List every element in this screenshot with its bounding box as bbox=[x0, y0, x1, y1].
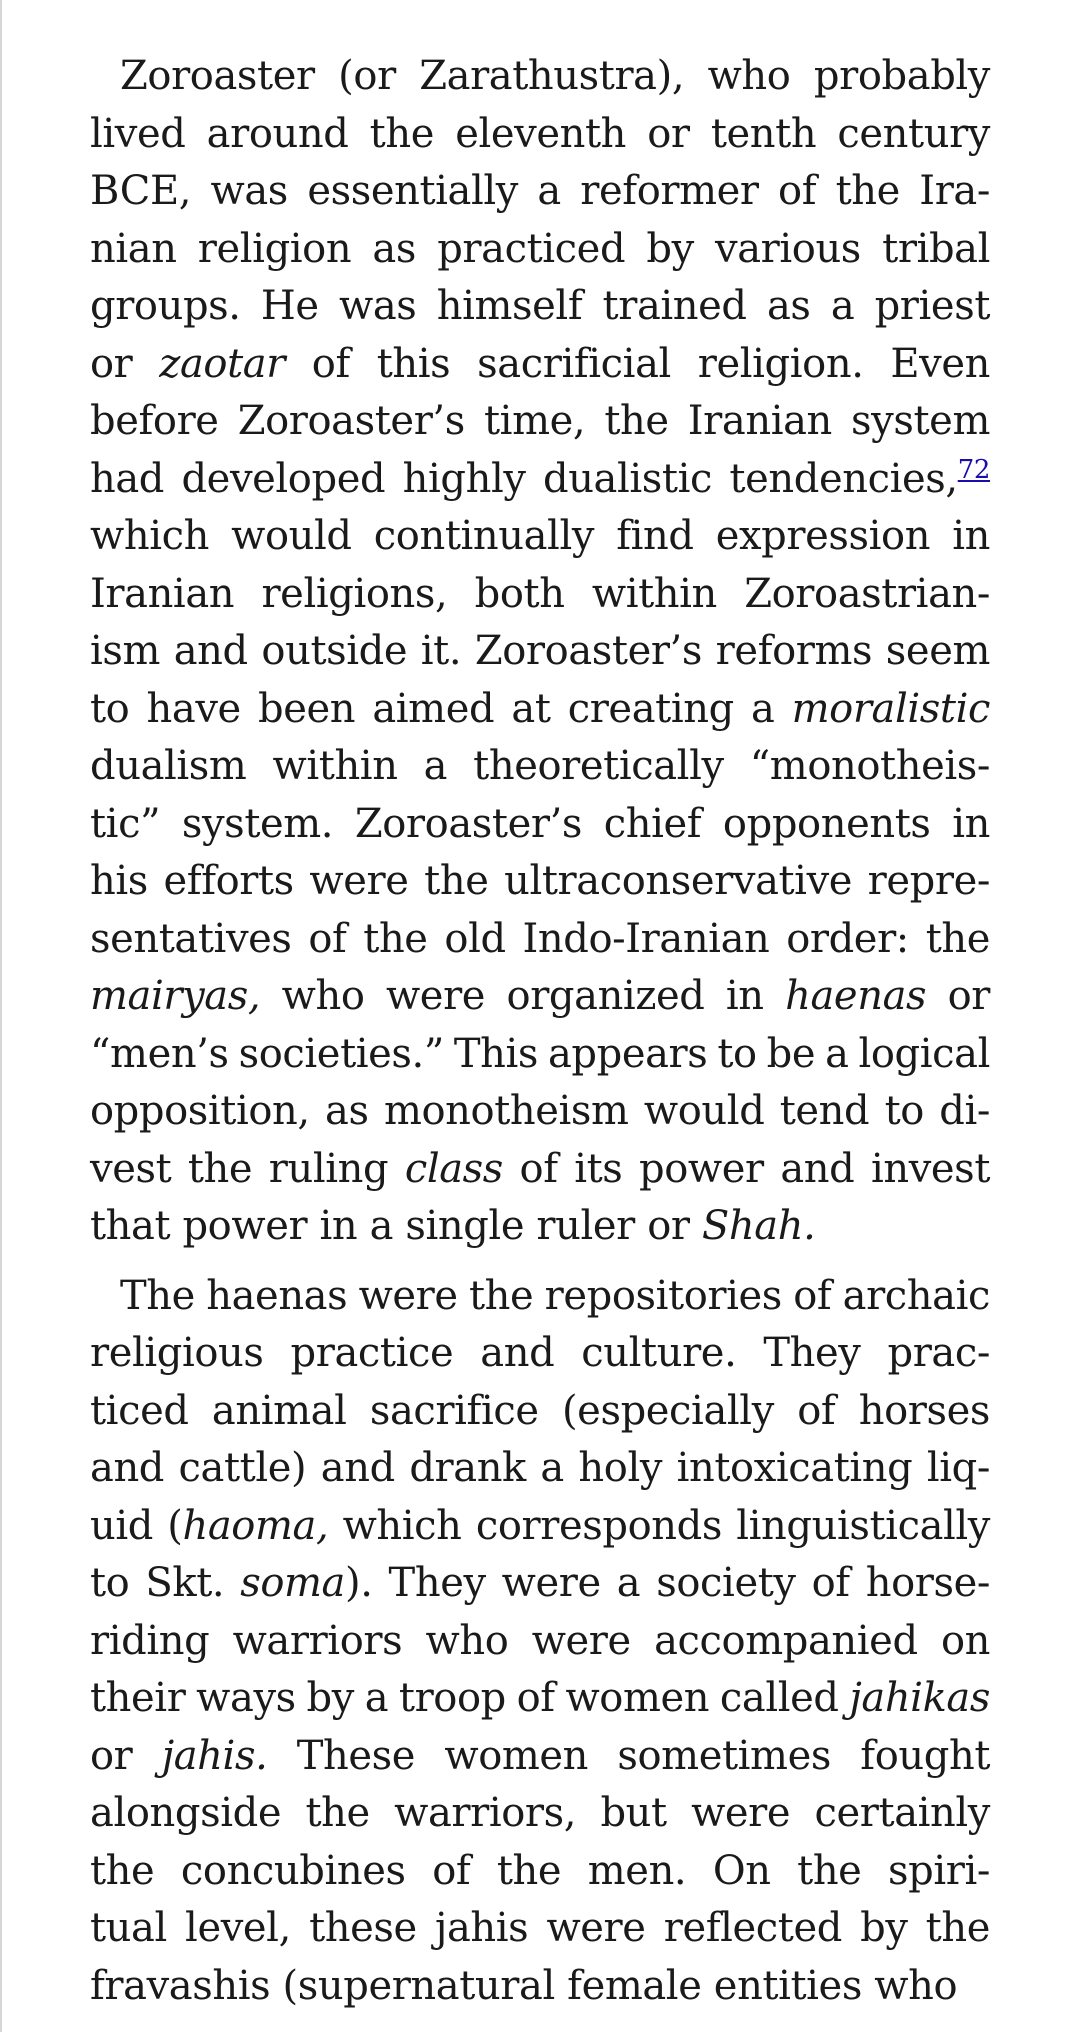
text-line bbox=[90, 163, 990, 221]
italic-term: Shah. bbox=[701, 1203, 816, 1249]
text-run: alongside the warriors, but were certainly bbox=[90, 1790, 990, 1836]
text-line bbox=[90, 221, 990, 279]
text-run: fravashis (supernatural female entities who bbox=[90, 1962, 958, 2009]
text-run: Zoroaster (or Zarathustra), who probably bbox=[120, 53, 990, 99]
text-line bbox=[90, 508, 990, 566]
text-line bbox=[90, 278, 990, 336]
text-run: The haenas were the repositories of archaic bbox=[120, 1272, 990, 1319]
text-run: or bbox=[90, 1732, 162, 1779]
text-run: the concubines of the men. On the spiri- bbox=[90, 1847, 990, 1894]
text-run: vest the ruling bbox=[90, 1145, 405, 1192]
text-line bbox=[90, 451, 990, 509]
text-line bbox=[90, 1670, 990, 1728]
text-run: which would continually find expression in bbox=[90, 513, 990, 559]
text-line bbox=[90, 968, 990, 1026]
text-run: tic” system. Zoroaster’s chief opponents in bbox=[90, 800, 990, 847]
text-run: to Skt. bbox=[90, 1560, 241, 1606]
text-run: nian religion as practiced by various tribal bbox=[90, 225, 990, 272]
italic-term: jahikas bbox=[849, 1675, 990, 1721]
text-line bbox=[90, 623, 990, 681]
italic-term: moralistic bbox=[791, 685, 990, 732]
footnote-link[interactable]: 72 bbox=[957, 454, 990, 485]
text-line bbox=[90, 1325, 990, 1383]
text-run: who were organized in bbox=[260, 973, 786, 1019]
text-run: to have been aimed at creating a bbox=[90, 685, 792, 732]
text-run: tual level, these jahis were reflected by the bbox=[90, 1905, 990, 1951]
text-line bbox=[90, 796, 990, 854]
text-run: of its power and invest bbox=[502, 1145, 990, 1192]
text-run: ticed animal sacrifice (especially of horses bbox=[90, 1387, 990, 1434]
text-line bbox=[90, 1555, 990, 1613]
text-line bbox=[90, 853, 990, 911]
text-line bbox=[90, 1268, 990, 1326]
text-line bbox=[90, 1900, 990, 1958]
page-left-edge bbox=[0, 0, 2, 2032]
text-run: religious practice and culture. They prac- bbox=[90, 1330, 990, 1376]
text-run: groups. He was himself trained as a priest bbox=[90, 283, 990, 329]
text-run: ism and outside it. Zoroaster’s reforms seem bbox=[90, 628, 990, 674]
text-run: lived around the eleventh or tenth century bbox=[90, 110, 990, 157]
text-line bbox=[90, 1383, 990, 1441]
text-run: uid ( bbox=[90, 1502, 183, 1549]
text-run: or bbox=[926, 973, 991, 1019]
text-run: that power in a single ruler or bbox=[90, 1203, 702, 1249]
text-run: their ways by a troop of women called bbox=[90, 1675, 850, 1721]
text-run: opposition, as monotheism would tend to di- bbox=[90, 1088, 990, 1134]
text-line bbox=[90, 1613, 990, 1671]
italic-term: soma bbox=[240, 1560, 346, 1606]
text-line bbox=[90, 1083, 990, 1141]
text-run: sentatives of the old Indo-Iranian order: the bbox=[90, 915, 990, 962]
text-line bbox=[90, 1141, 990, 1199]
italic-term: zaotar bbox=[159, 340, 285, 387]
text-run: dualism within a theoretically “monotheis- bbox=[90, 743, 990, 789]
text-line bbox=[90, 1026, 990, 1084]
text-line bbox=[90, 106, 990, 164]
paragraph bbox=[90, 1268, 990, 2016]
text-run: which corresponds linguistically bbox=[328, 1502, 991, 1549]
text-line bbox=[90, 1440, 990, 1498]
text-line bbox=[90, 1498, 990, 1556]
text-line bbox=[90, 1958, 990, 2016]
text-run: “men’s societies.” This appears to be a logical bbox=[90, 1030, 990, 1077]
text-line bbox=[90, 48, 990, 106]
italic-term: jahis. bbox=[161, 1732, 268, 1779]
italic-term: haenas bbox=[785, 973, 927, 1019]
text-run: or bbox=[90, 340, 160, 387]
text-line bbox=[90, 1843, 990, 1901]
text-line bbox=[90, 1198, 990, 1256]
text-run: his efforts were the ultraconservative repre- bbox=[90, 858, 990, 904]
text-line bbox=[90, 393, 990, 451]
text-line bbox=[90, 1785, 990, 1843]
text-line bbox=[90, 911, 990, 969]
text-line bbox=[90, 681, 990, 739]
italic-term: haoma, bbox=[182, 1502, 329, 1549]
text-run: had developed highly dualistic tendencies, bbox=[90, 455, 958, 502]
text-line bbox=[90, 336, 990, 394]
book-page-text bbox=[90, 48, 990, 2027]
text-line bbox=[90, 566, 990, 624]
text-line bbox=[90, 1728, 990, 1786]
text-run: These women sometimes fought bbox=[267, 1732, 990, 1779]
text-run: Iranian religions, both within Zoroastrian- bbox=[90, 570, 990, 617]
text-run: before Zoroaster’s time, the Iranian system bbox=[90, 398, 990, 444]
text-run: BCE, was essentially a reformer of the Ira- bbox=[90, 168, 990, 214]
paragraph bbox=[90, 48, 990, 1256]
italic-term: mairyas, bbox=[90, 973, 261, 1019]
text-run: of this sacrificial religion. Even bbox=[284, 340, 991, 387]
text-run: riding warriors who were accompanied on bbox=[90, 1617, 990, 1664]
text-line bbox=[90, 738, 990, 796]
text-run: and cattle) and drank a holy intoxicating liq- bbox=[90, 1445, 990, 1491]
text-run: ). They were a society of horse- bbox=[345, 1560, 990, 1606]
italic-term: class bbox=[404, 1145, 503, 1192]
